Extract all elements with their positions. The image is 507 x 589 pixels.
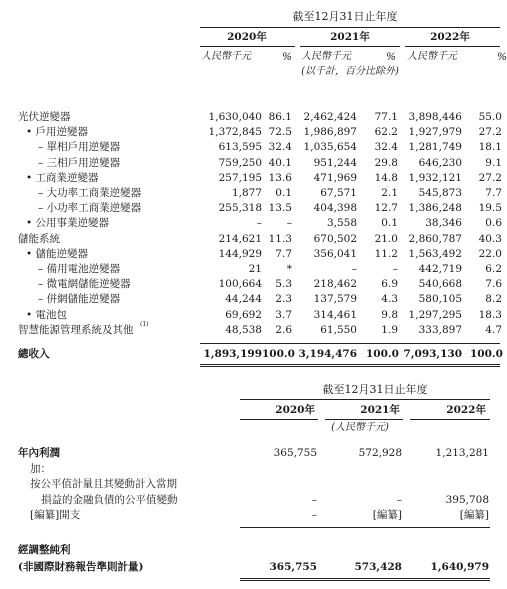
revenue-cell-p3: 40.3 — [478, 232, 502, 245]
revenue-cell-v2: 670,502 — [313, 232, 357, 245]
adjusted-line2: (非國際財務報告準則計量) — [18, 561, 144, 573]
revenue-cell-p1: 5.3 — [275, 278, 292, 291]
total-p1: 100.0 — [262, 348, 295, 360]
revenue-cell-p3: 22.0 — [478, 247, 502, 260]
revenue-row-label: • 公用事業逆變器 — [26, 217, 110, 230]
revenue-cell-v3: 540,668 — [418, 278, 462, 291]
redacted-v2: [編纂] — [372, 509, 402, 521]
revenue-cell-v1: 759,250 — [218, 156, 262, 169]
revenue-cell-v3: 545,873 — [418, 187, 462, 199]
revenue-cell-p2: 77.1 — [374, 111, 398, 123]
revenue-cell-p2: 0.1 — [381, 217, 398, 230]
revenue-cell-p3: 55.0 — [478, 111, 502, 123]
annual-profit-v2: 572,928 — [358, 447, 402, 459]
revenue-cell-v3: 646,230 — [418, 156, 462, 169]
revenue-cell-p2: 62.2 — [374, 126, 398, 139]
revenue-cell-p3: 7.6 — [485, 278, 502, 291]
revenue-cell-v1: 144,929 — [218, 247, 262, 260]
revenue-row — [0, 249, 500, 262]
adjusted-line1: 經調整純利 — [18, 544, 71, 556]
fv-change-line2: 損益的金融負債的公平值變動 — [41, 494, 178, 506]
fv-change-row — [0, 495, 500, 508]
revenue-row-label: – 單相戶用逆變器 — [38, 141, 121, 154]
revenue-row-label: – 三相戶用逆變器 — [38, 156, 121, 169]
revenue-cell-p1: 2.6 — [275, 323, 292, 336]
revenue-cell-p2: 32.4 — [374, 141, 398, 154]
revenue-cell-p1: – — [286, 217, 292, 230]
revenue-cell-v3: 38,346 — [425, 217, 462, 230]
adjusted-v1: 365,755 — [269, 561, 317, 573]
revenue-cell-p1: * — [286, 263, 292, 275]
total-revenue-row — [0, 348, 503, 362]
total-bottom-rule — [200, 364, 500, 367]
revenue-row-label: – 微電網儲能逆變器 — [38, 278, 131, 291]
revenue-row — [0, 127, 500, 140]
revenue-row — [0, 173, 500, 186]
revenue-cell-v1: 44,244 — [225, 293, 262, 306]
adjusted-v3: 1,640,979 — [430, 561, 489, 573]
revenue-cell-p2: – — [392, 263, 398, 275]
revenue-cell-p3: 18.3 — [478, 308, 502, 321]
fv-change-v1: – — [311, 494, 317, 506]
revenue-cell-v1: 255,318 — [218, 202, 262, 215]
revenue-row-label: • 電池包 — [26, 308, 68, 321]
total-v1: 1,893,199 — [203, 348, 262, 360]
revenue-cell-v3: 1,932,121 — [408, 171, 462, 184]
revenue-cell-p3: 19.5 — [478, 202, 502, 215]
revenue-row-label: – 備用電池逆變器 — [38, 263, 121, 275]
revenue-row-label: • 儲能逆變器 — [26, 247, 89, 260]
revenue-cell-v2: 1,986,897 — [303, 126, 357, 139]
year-2020-header: 2020年 — [227, 31, 267, 43]
revenue-row — [0, 279, 500, 292]
revenue-cell-p2: 11.2 — [374, 247, 398, 260]
redacted-expense-row — [0, 510, 500, 523]
unit-rmb-2022: 人民幣千元 — [407, 51, 457, 62]
year-rule-2022 — [405, 46, 500, 47]
revenue-cell-p3: 4.7 — [485, 323, 502, 336]
revenue-row — [0, 158, 500, 171]
revenue-row — [0, 310, 500, 323]
revenue-cell-p2: 12.7 — [374, 202, 398, 215]
add-label: 加： — [30, 463, 51, 475]
revenue-cell-v2: 2,462,424 — [303, 111, 357, 123]
revenue-row-label: 光伏逆變器 — [18, 111, 71, 123]
revenue-row — [0, 264, 500, 277]
revenue-row — [0, 234, 500, 247]
revenue-row — [0, 294, 500, 307]
revenue-cell-p3: 9.1 — [485, 156, 502, 169]
revenue-cell-v1: 1,630,040 — [208, 111, 262, 123]
unit-pct-2021: % — [386, 51, 396, 63]
revenue-row — [0, 218, 500, 231]
unit-pct-2020: % — [282, 51, 292, 63]
revenue-cell-p3: 6.2 — [485, 263, 502, 275]
total-v3: 7,093,130 — [403, 348, 462, 360]
revenue-row — [0, 320, 502, 338]
profit-period-header: 截至12月31日止年度 — [322, 383, 428, 396]
revenue-cell-v2: 356,041 — [313, 247, 357, 260]
revenue-cell-v3: 3,898,446 — [408, 111, 462, 123]
revenue-cell-p1: 13.6 — [268, 171, 292, 184]
revenue-cell-p3: 0.6 — [485, 217, 502, 230]
revenue-cell-v2: 67,571 — [320, 187, 357, 199]
annual-profit-row — [0, 448, 500, 461]
year-rule-2020 — [200, 46, 295, 47]
profit-header-rule — [240, 399, 490, 400]
total-revenue-label: 總收入 — [18, 348, 50, 360]
revenue-cell-v1: 100,664 — [218, 278, 262, 291]
revenue-row-label: • 戶用逆變器 — [26, 126, 89, 139]
revenue-cell-p3: 8.2 — [485, 293, 502, 306]
revenue-cell-p1: 3.7 — [275, 308, 292, 321]
revenue-cell-p1: 13.5 — [268, 202, 292, 215]
profit-year-2021: 2021年 — [360, 404, 400, 416]
fv-change-v3: 395,708 — [445, 494, 489, 506]
total-p2: 100.0 — [366, 348, 399, 360]
revenue-cell-v3: 1,281,749 — [408, 141, 462, 154]
revenue-cell-v3: 580,105 — [418, 293, 462, 306]
revenue-row — [0, 142, 500, 155]
unit-pct-2022: % — [497, 51, 507, 63]
revenue-cell-v1: 1,372,845 — [208, 126, 262, 139]
revenue-cell-v1: 69,692 — [225, 308, 262, 321]
revenue-row-label: • 工商業逆變器 — [26, 171, 99, 184]
profit-year-2020: 2020年 — [275, 404, 315, 416]
revenue-cell-p2: 1.9 — [381, 323, 398, 336]
adjusted-bottom-rule — [240, 578, 490, 581]
revenue-cell-v1: 1,877 — [231, 187, 262, 199]
revenue-row-label: – 大功率工商業逆變器 — [38, 187, 142, 199]
revenue-cell-v3: 1,297,295 — [408, 308, 462, 321]
revenue-cell-p2: 6.9 — [381, 278, 398, 291]
revenue-cell-v3: 1,563,492 — [408, 247, 462, 260]
revenue-row-label: 智慧能源管理系統及其他 — [18, 323, 134, 336]
revenue-cell-p1: 86.1 — [268, 111, 292, 123]
revenue-cell-v3: 1,927,979 — [408, 126, 462, 139]
revenue-cell-p2: 21.0 — [374, 232, 398, 245]
revenue-cell-p3: 18.1 — [478, 141, 502, 154]
redacted-v3: [編纂] — [459, 509, 489, 521]
revenue-period-header: 截至12月31日止年度 — [292, 10, 398, 23]
revenue-cell-v3: 442,719 — [418, 263, 462, 275]
revenue-cell-p3: 27.2 — [478, 126, 502, 139]
annual-profit-v1: 365,755 — [273, 447, 317, 459]
fv-change-v2: – — [396, 494, 402, 506]
revenue-cell-p1: 11.3 — [268, 232, 292, 245]
revenue-cell-v1: 257,195 — [218, 171, 262, 184]
revenue-cell-v1: 48,538 — [225, 323, 262, 336]
annual-profit-label: 年內利潤 — [18, 447, 60, 459]
profit-year-rule-2022 — [410, 419, 490, 420]
revenue-cell-v2: 404,398 — [313, 202, 357, 215]
revenue-cell-p2: 2.1 — [381, 187, 398, 199]
revenue-cell-v2: 1,035,654 — [303, 141, 357, 154]
revenue-cell-v3: 333,897 — [418, 323, 462, 336]
revenue-cell-v2: 218,462 — [313, 278, 357, 291]
revenue-cell-v2: 471,969 — [313, 171, 357, 184]
revenue-cell-p1: 72.5 — [268, 126, 292, 139]
profit-year-rule-2021 — [325, 419, 403, 420]
year-2022-header: 2022年 — [430, 31, 470, 43]
revenue-cell-v1: – — [256, 217, 262, 230]
revenue-cell-p1: 32.4 — [268, 141, 292, 154]
revenue-cell-v2: 137,579 — [313, 293, 357, 306]
revenue-cell-v1: 21 — [248, 263, 262, 275]
revenue-cell-p1: 7.7 — [275, 247, 292, 260]
footnote-marker: (1) — [140, 320, 149, 328]
revenue-row-label: – 小功率工商業逆變器 — [38, 202, 142, 215]
revenue-cell-v3: 1,386,248 — [408, 202, 462, 215]
revenue-cell-v2: 61,550 — [320, 323, 357, 336]
adjusted-v2: 573,428 — [354, 561, 402, 573]
total-top-rule — [200, 343, 500, 344]
revenue-cell-p2: 9.8 — [381, 308, 398, 321]
revenue-cell-p1: 2.3 — [275, 293, 292, 306]
profit-year-2022: 2022年 — [446, 404, 486, 416]
unit-rmb-2021: 人民幣千元 — [301, 51, 351, 62]
revenue-row — [0, 203, 500, 216]
revenue-cell-p2: 14.8 — [374, 171, 398, 184]
unit-note: (以千計，百分比除外) — [301, 66, 399, 77]
revenue-row — [0, 112, 500, 125]
revenue-cell-p2: 4.3 — [381, 293, 398, 306]
revenue-cell-v3: 2,860,787 — [408, 232, 462, 245]
revenue-cell-p3: 27.2 — [478, 171, 502, 184]
total-v2: 3,194,476 — [298, 348, 357, 360]
adjusted-row — [0, 562, 500, 575]
header-rule — [200, 27, 500, 28]
revenue-cell-p1: 40.1 — [268, 156, 292, 169]
total-p3: 100.0 — [470, 348, 503, 360]
revenue-cell-p2: 29.8 — [374, 156, 398, 169]
adjusted-top-rule — [240, 527, 490, 528]
revenue-cell-v2: 3,558 — [326, 217, 357, 230]
year-rule-2021 — [300, 46, 400, 47]
revenue-cell-p1: 0.1 — [275, 187, 292, 199]
revenue-cell-v2: 314,461 — [313, 308, 357, 321]
revenue-cell-v1: 613,595 — [218, 141, 262, 154]
revenue-cell-p3: 7.7 — [485, 187, 502, 199]
profit-year-rule-2020 — [240, 419, 318, 420]
revenue-cell-v1: 214,621 — [218, 232, 262, 245]
revenue-row — [0, 188, 500, 201]
year-2021-header: 2021年 — [330, 31, 370, 43]
revenue-cell-v2: – — [351, 263, 357, 275]
revenue-row-label: 儲能系統 — [18, 232, 60, 245]
profit-unit: (人民幣千元) — [331, 422, 389, 433]
redacted-v1: – — [311, 509, 317, 521]
revenue-row-label: – 併網儲能逆變器 — [38, 293, 121, 306]
unit-rmb-2020: 人民幣千元 — [201, 51, 251, 62]
annual-profit-v3: 1,213,281 — [435, 447, 489, 459]
fv-change-line1: 按公平值計量且其變動計入當期 — [30, 478, 177, 490]
revenue-cell-v2: 951,244 — [313, 156, 357, 169]
redacted-expense-label: [編纂]開支 — [30, 509, 81, 521]
